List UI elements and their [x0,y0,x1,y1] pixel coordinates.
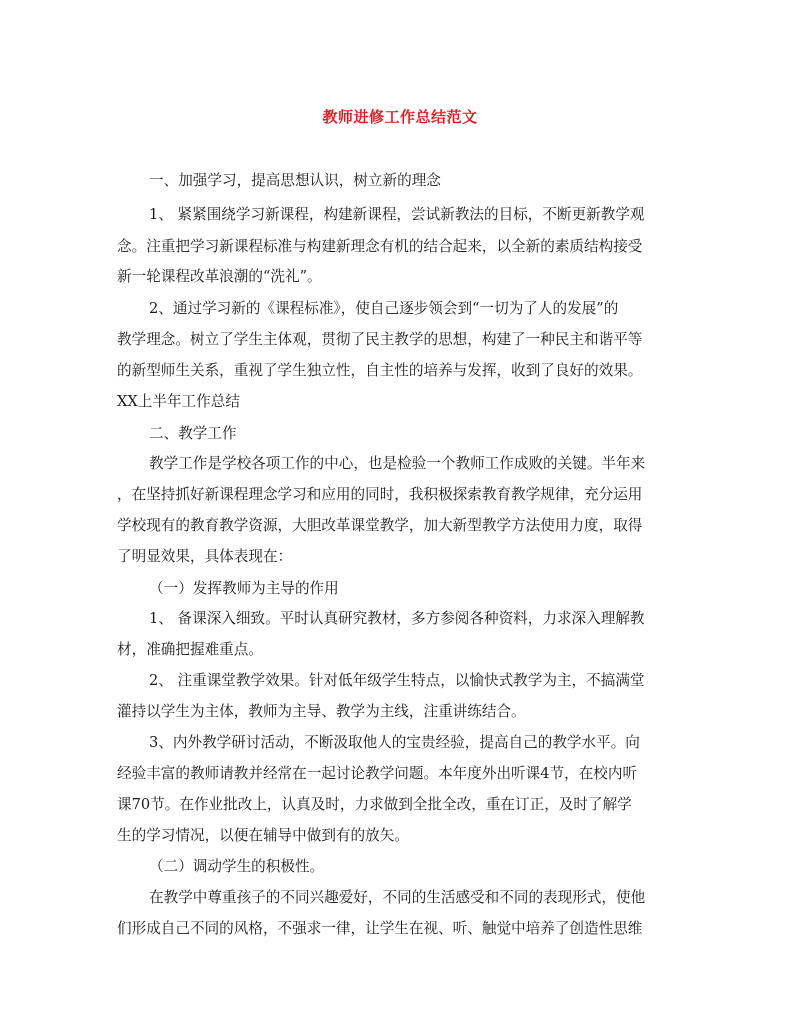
paragraph-line: 灌持以学生为主体，教师为主导、教学为主线，注重讲练结合。 [117,703,526,720]
paragraph-line: 课70节。在作业批改上，认真及时，力求做到全批全改，重在订正，及时了解学 [117,796,632,813]
paragraph-line: 1、 备课深入细致。平时认真研究教材，多方参阅各种资料，力求深入理解教 [149,610,645,627]
paragraph-line: 1、 紧紧围绕学习新课程，构建新课程，尝试新教法的目标，不断更新教学观 [149,206,645,223]
paragraph-line: ，在坚持抓好新课程理念学习和应用的同时，我积极探索教育教学规律，充分运用 [117,486,643,503]
paragraph-line: 学校现有的教育教学资源，大胆改革课堂教学，加大新型教学方法使用力度，取得 [117,517,643,534]
paragraph-line: 经验丰富的教师请教并经常在一起讨论教学问题。本年度外出听课4节，在校内听 [117,765,638,782]
paragraph-line: XX上半年工作总结 [117,393,240,410]
paragraph-line: 念。注重把学习新课程标准与构建新理念有机的结合起来，以全新的素质结构接受 [117,238,643,255]
paragraph-line: 生的学习情况，以便在辅导中做到有的放矢。 [117,827,409,844]
section-heading: 二、教学工作 [149,425,237,442]
paragraph-line: 材，准确把握难重点。 [117,641,263,658]
paragraph-line: 的新型师生关系，重视了学生独立性，自主性的培养与发挥，收到了良好的效果。 [117,362,643,379]
paragraph-line: 新一轮课程改革浪潮的“洗礼”。 [117,268,322,285]
paragraph-line: 了明显效果，具体表现在： [117,548,293,565]
section-heading: 一、加强学习，提高思想认识，树立新的理念 [149,172,441,189]
paragraph-line: 教学理念。树立了学生主体观，贯彻了民主教学的思想，构建了一种民主和谐平等 [117,331,643,348]
paragraph-line: 们形成自己不同的风格，不强求一律，让学生在视、听、触觉中培养了创造性思维 [117,920,643,937]
paragraph-line: 教学工作是学校各项工作的中心，也是检验一个教师工作成败的关键。半年来 [149,455,646,472]
subsection-heading: （二）调动学生的积极性。 [149,858,325,875]
document-title: 教师进修工作总结范文 [322,108,478,126]
paragraph-line: 2、 注重课堂教学效果。针对低年级学生特点，以愉快式教学为主，不搞满堂 [149,672,645,689]
paragraph-line: 在教学中尊重孩子的不同兴趣爱好，不同的生活感受和不同的表现形式，使他 [149,889,646,906]
subsection-heading: （一）发挥教师为主导的作用 [149,580,339,597]
paragraph-line: 3、内外教学研讨活动，不断汲取他人的宝贵经验，提高自己的教学水平。向 [149,734,640,751]
paragraph-line: 2、通过学习新的《课程标准》，使自己逐步领会到“一切为了人的发展”的 [149,300,619,317]
